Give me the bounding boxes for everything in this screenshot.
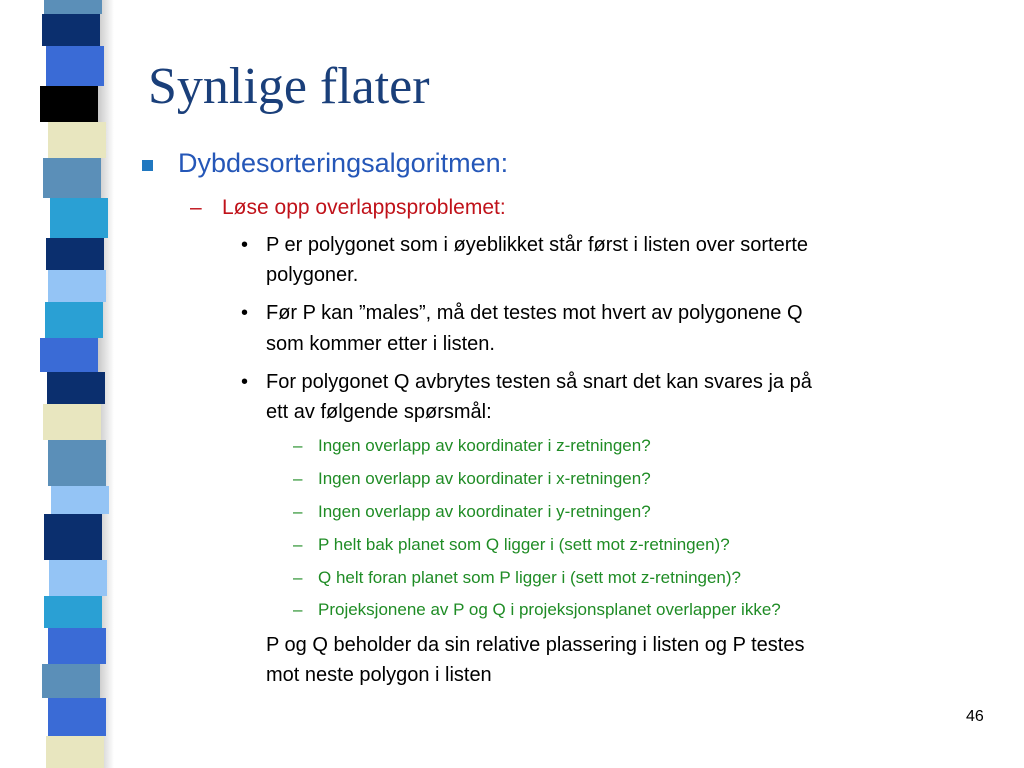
bullet-level4-text: Ingen overlapp av koordinater i z-retningen? [318, 436, 651, 455]
bullet-level1-text: Dybdesorteringsalgoritmen: [178, 148, 509, 178]
bullet-level3-line: Før P kan ”males”, må det testes mot hvert av polygonene Q [266, 302, 803, 324]
bullet-level2-text: Løse opp overlappsproblemet: [222, 196, 506, 219]
bullet-level4-text: Ingen overlapp av koordinater i x-retningen? [318, 469, 651, 488]
bullet-level4-text: P helt bak planet som Q ligger i (sett mot z-retningen)? [318, 535, 730, 554]
bullet-level4-text: Projeksjonene av P og Q i projeksjonsplanet overlapper ikke? [318, 600, 781, 619]
square-bullet-icon [142, 160, 153, 171]
conclusion-line: P og Q beholder da sin relative plassering i listen og P testes [266, 634, 805, 656]
bullet-level3-line: P er polygonet som i øyeblikket står først i listen over sorterte [266, 234, 809, 256]
bullet-level3-line: ett av følgende spørsmål: [266, 401, 492, 423]
bullet-level3-line: polygoner. [266, 264, 359, 286]
dash-bullet-icon: – [293, 469, 303, 488]
dash-bullet-icon: – [293, 436, 303, 455]
dash-bullet-icon: – [293, 502, 303, 521]
dash-bullet-icon: – [293, 568, 303, 587]
decorative-color-strip [36, 0, 100, 768]
bullet-level3-line: som kommer etter i listen. [266, 333, 495, 355]
dot-bullet-icon: • [241, 302, 249, 324]
page-number: 46 [966, 708, 984, 725]
bullet-level4-text: Q helt foran planet som P ligger i (sett mot z-retningen)? [318, 568, 741, 587]
dot-bullet-icon: • [241, 234, 249, 256]
dash-bullet-icon: – [293, 600, 303, 619]
bullet-level4-text: Ingen overlapp av koordinater i y-retningen? [318, 502, 651, 521]
slide-title: Synlige flater [148, 58, 430, 115]
conclusion-line: mot neste polygon i listen [266, 664, 492, 686]
dot-bullet-icon: • [241, 371, 249, 393]
dash-bullet-icon: – [190, 196, 202, 219]
bullet-level3-line: For polygonet Q avbrytes testen så snart det kan svares ja på [266, 371, 812, 393]
dash-bullet-icon: – [293, 535, 303, 554]
